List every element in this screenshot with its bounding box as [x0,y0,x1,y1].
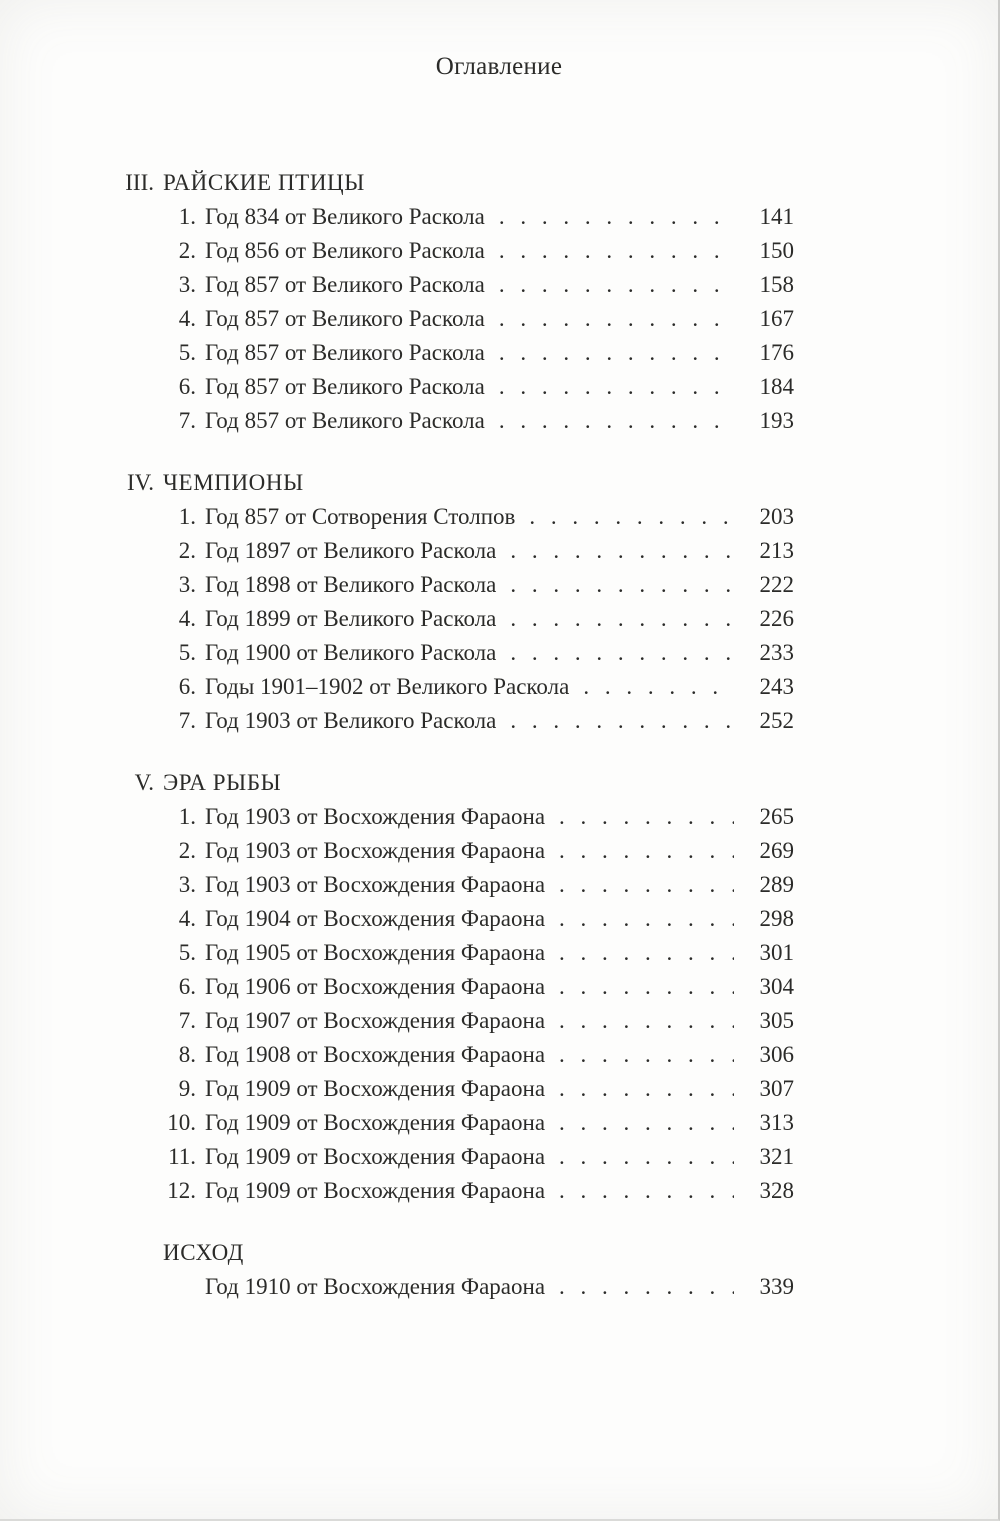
entry-title: Год 1903 от Восхождения Фараона [205,838,546,863]
section-entries [112,800,794,1208]
toc-entry [112,636,794,670]
entry-page-number: 301 [759,940,794,965]
toc-entry [112,268,794,302]
entry-number: 5. [178,640,196,665]
entry-title: Год 857 от Сотворения Столпов [205,504,516,529]
section-number: V. [134,770,154,795]
entry-title: Год 857 от Великого Раскола [205,340,485,365]
toc-entry [112,568,794,602]
entry-page-number: 167 [759,306,794,331]
section-heading [112,1236,794,1270]
dot-leader [559,1270,734,1304]
entry-title: Год 1909 от Восхождения Фараона [205,1178,546,1203]
section-entries [112,500,794,738]
section-heading [112,766,794,800]
toc-entry [112,500,794,534]
toc-entry [112,868,794,902]
entry-title: Год 1907 от Восхождения Фараона [205,1008,546,1033]
entry-page-number: 321 [759,1144,794,1169]
entry-page-number: 298 [759,906,794,931]
entry-number: 6. [178,974,196,999]
dot-leader [499,370,734,404]
dot-leader [559,936,734,970]
entry-title: Год 1903 от Восхождения Фараона [205,872,546,897]
toc-entry [112,534,794,568]
toc-entry [112,936,794,970]
entry-number: 9. [178,1076,196,1101]
entry-page-number: 269 [759,838,794,863]
dot-leader [499,302,734,336]
entry-page-number: 158 [759,272,794,297]
entry-number: 2. [178,238,196,263]
section-title: РАЙСКИЕ ПТИЦЫ [163,170,365,195]
entry-number: 6. [178,374,196,399]
entry-number: 5. [178,340,196,365]
entry-title: Годы 1901–1902 от Великого Раскола [205,674,570,699]
dot-leader [559,1038,734,1072]
entry-title: Год 1903 от Восхождения Фараона [205,804,546,829]
dot-leader [559,970,734,1004]
entry-page-number: 304 [759,974,794,999]
dot-leader [559,1106,734,1140]
entry-title: Год 1910 от Восхождения Фараона [205,1274,546,1299]
dot-leader [559,1140,734,1174]
toc-entry [112,1004,794,1038]
entry-title: Год 856 от Великого Раскола [205,238,485,263]
section-heading [112,466,794,500]
entry-title: Год 1900 от Великого Раскола [205,640,497,665]
entry-title: Год 1905 от Восхождения Фараона [205,940,546,965]
dot-leader [559,800,734,834]
entry-page-number: 203 [759,504,794,529]
dot-leader [559,902,734,936]
section-number: IV. [126,470,154,495]
entry-page-number: 339 [759,1274,794,1299]
entry-title: Год 857 от Великого Раскола [205,272,485,297]
entry-page-number: 226 [759,606,794,631]
dot-leader [559,834,734,868]
section-number: III. [125,170,154,195]
dot-leader [499,336,734,370]
entry-title: Год 857 от Великого Раскола [205,408,485,433]
entry-page-number: 233 [759,640,794,665]
section-title: ЭРА РЫБЫ [163,770,282,795]
entry-page-number: 176 [759,340,794,365]
entry-number: 10. [167,1110,196,1135]
entry-page-number: 305 [759,1008,794,1033]
dot-leader [510,704,734,738]
dot-leader [510,636,734,670]
section-heading [112,166,794,200]
entry-page-number: 252 [759,708,794,733]
entry-number: 3. [178,572,196,597]
entry-title: Год 857 от Великого Раскола [205,374,485,399]
section-title: ИСХОД [163,1240,244,1265]
entry-title: Год 1899 от Великого Раскола [205,606,497,631]
entry-page-number: 150 [759,238,794,263]
dot-leader [559,1174,734,1208]
entry-number: 3. [178,272,196,297]
entry-page-number: 265 [759,804,794,829]
table-of-contents [112,166,794,1304]
entry-number: 1. [178,504,196,529]
entry-title: Год 857 от Великого Раскола [205,306,485,331]
dot-leader [510,568,734,602]
section-title: ЧЕМПИОНЫ [163,470,304,495]
entry-page-number: 141 [759,204,794,229]
entry-page-number: 289 [759,872,794,897]
entry-number: 2. [178,838,196,863]
dot-leader [499,268,734,302]
entry-number: 1. [178,204,196,229]
section-entries [112,200,794,438]
toc-entry [112,336,794,370]
toc-entry [112,704,794,738]
dot-leader [559,1004,734,1038]
entry-number: 11. [168,1144,196,1169]
toc-entry [112,1140,794,1174]
toc-entry [112,302,794,336]
entry-title: Год 1904 от Восхождения Фараона [205,906,546,931]
dot-leader [583,670,734,704]
toc-entry [112,970,794,1004]
section-entries [112,1270,794,1304]
toc-entry [112,1174,794,1208]
toc-entry [112,1038,794,1072]
toc-entry [112,670,794,704]
entry-page-number: 328 [759,1178,794,1203]
entry-page-number: 222 [759,572,794,597]
toc-entry [112,200,794,234]
toc-entry [112,602,794,636]
entry-title: Год 1897 от Великого Раскола [205,538,497,563]
entry-title: Год 1909 от Восхождения Фараона [205,1110,546,1135]
entry-number: 4. [178,906,196,931]
page-title: Оглавление [435,53,563,80]
dot-leader [559,1072,734,1106]
toc-entry [112,834,794,868]
entry-number: 4. [178,606,196,631]
entry-number: 8. [178,1042,196,1067]
entry-title: Год 1898 от Великого Раскола [205,572,497,597]
toc-entry [112,902,794,936]
entry-page-number: 213 [759,538,794,563]
entry-number: 7. [178,1008,196,1033]
toc-entry [112,234,794,268]
toc-entry [112,370,794,404]
entry-number: 2. [178,538,196,563]
entry-page-number: 184 [759,374,794,399]
entry-number: 6. [178,674,196,699]
entry-number: 4. [178,306,196,331]
toc-entry [112,1106,794,1140]
toc-entry [112,800,794,834]
entry-title: Год 1906 от Восхождения Фараона [205,974,546,999]
entry-page-number: 193 [759,408,794,433]
entry-page-number: 306 [759,1042,794,1067]
entry-title: Год 1909 от Восхождения Фараона [205,1144,546,1169]
entry-page-number: 307 [759,1076,794,1101]
entry-number: 5. [178,940,196,965]
entry-number: 7. [178,408,196,433]
toc-section [112,166,794,438]
entry-page-number: 243 [759,674,794,699]
entry-number: 7. [178,708,196,733]
toc-section [112,766,794,1208]
entry-page-number: 313 [759,1110,794,1135]
toc-section [112,1236,794,1304]
dot-leader [499,404,734,438]
entry-number: 3. [178,872,196,897]
entry-title: Год 834 от Великого Раскола [205,204,485,229]
dot-leader [529,500,734,534]
toc-entry [112,1072,794,1106]
dot-leader [510,534,734,568]
entry-title: Год 1903 от Великого Раскола [205,708,497,733]
entry-number: 1. [178,804,196,829]
dot-leader [510,602,734,636]
dot-leader [499,234,734,268]
toc-section [112,466,794,738]
entry-title: Год 1908 от Восхождения Фараона [205,1042,546,1067]
entry-number: 12. [167,1178,196,1203]
dot-leader [559,868,734,902]
toc-entry [112,1270,794,1304]
entry-title: Год 1909 от Восхождения Фараона [205,1076,546,1101]
dot-leader [499,200,734,234]
toc-entry [112,404,794,438]
